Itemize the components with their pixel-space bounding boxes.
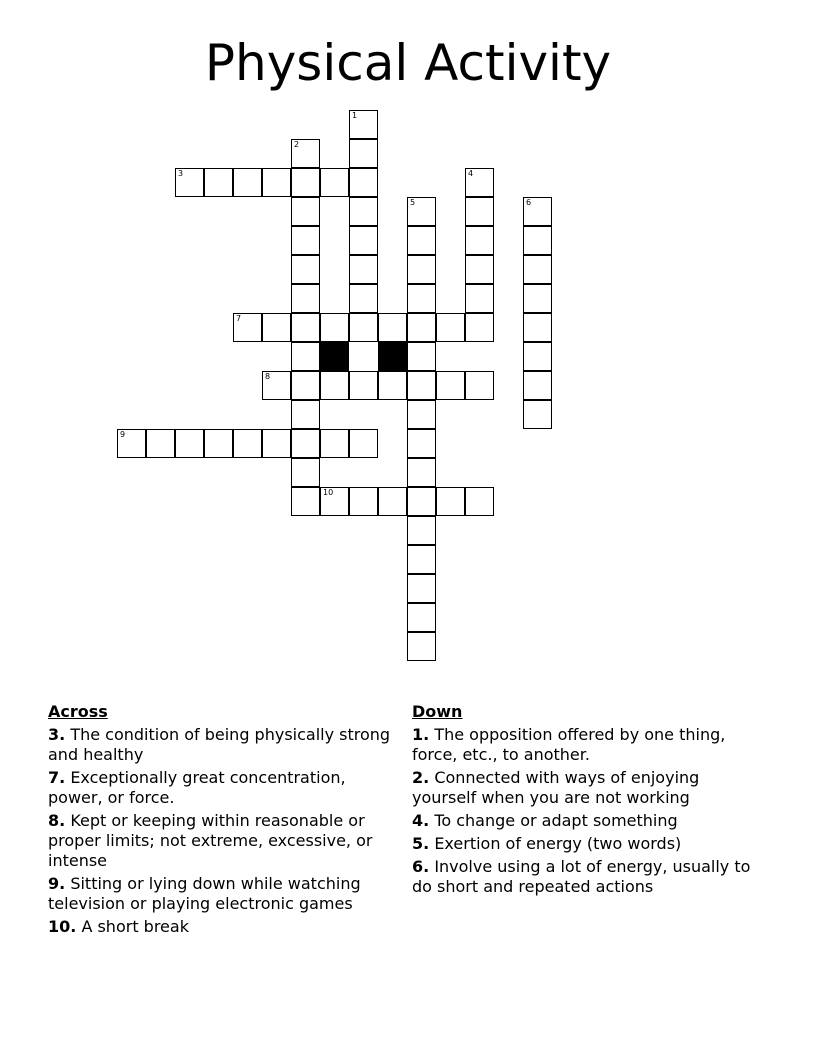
grid-cell[interactable] xyxy=(465,371,494,400)
grid-cell[interactable] xyxy=(291,255,320,284)
clue-number: 7 xyxy=(236,314,242,323)
clue-down-1: 1. The opposition offered by one thing, force, etc., to another. xyxy=(412,725,726,764)
grid-cell[interactable] xyxy=(407,197,436,226)
grid-cell[interactable] xyxy=(378,487,407,516)
grid-cell[interactable] xyxy=(523,313,552,342)
grid-cell[interactable] xyxy=(291,342,320,371)
clue-across-9: 9. Sitting or lying down while watching television or playing electronic games xyxy=(48,874,361,913)
grid-cell[interactable] xyxy=(291,168,320,197)
grid-cell[interactable] xyxy=(291,487,320,516)
grid-cell[interactable] xyxy=(436,371,465,400)
grid-cell[interactable] xyxy=(291,400,320,429)
grid-cell[interactable] xyxy=(291,371,320,400)
grid-cell[interactable] xyxy=(204,429,233,458)
clue-number: 2 xyxy=(294,140,300,149)
grid-cell[interactable] xyxy=(407,487,436,516)
grid-cell[interactable] xyxy=(436,313,465,342)
grid-cell[interactable] xyxy=(175,168,204,197)
clue-down-4: 4. To change or adapt something xyxy=(412,811,678,830)
grid-cell[interactable] xyxy=(523,197,552,226)
grid-cell[interactable] xyxy=(262,371,291,400)
clue-number: 8 xyxy=(265,372,271,381)
grid-cell[interactable] xyxy=(349,284,378,313)
clue-number: 6 xyxy=(526,198,532,207)
grid-cell[interactable] xyxy=(291,226,320,255)
grid-cell[interactable] xyxy=(349,139,378,168)
clue-number: 9 xyxy=(120,430,126,439)
grid-cell[interactable] xyxy=(175,429,204,458)
grid-cell[interactable] xyxy=(465,168,494,197)
grid-cell[interactable] xyxy=(320,429,349,458)
grid-cell[interactable] xyxy=(320,313,349,342)
grid-cell[interactable] xyxy=(465,255,494,284)
grid-cell[interactable] xyxy=(407,632,436,661)
grid-cell[interactable] xyxy=(407,255,436,284)
grid-cell[interactable] xyxy=(407,342,436,371)
down-heading: Down xyxy=(412,702,463,721)
clue-number: 3 xyxy=(178,169,184,178)
grid-cell[interactable] xyxy=(117,429,146,458)
grid-cell[interactable] xyxy=(146,429,175,458)
grid-cell[interactable] xyxy=(291,284,320,313)
grid-cell[interactable] xyxy=(262,168,291,197)
grid-cell[interactable] xyxy=(407,603,436,632)
grid-cell[interactable] xyxy=(349,487,378,516)
clue-number: 10 xyxy=(323,488,334,497)
grid-cell[interactable] xyxy=(378,313,407,342)
grid-cell[interactable] xyxy=(233,429,262,458)
page-title: Physical Activity xyxy=(204,34,612,92)
grid-cell[interactable] xyxy=(233,313,262,342)
grid-cell[interactable] xyxy=(465,487,494,516)
grid-cell[interactable] xyxy=(349,255,378,284)
clue-down-5: 5. Exertion of energy (two words) xyxy=(412,834,682,853)
grid-cell[interactable] xyxy=(291,458,320,487)
grid-cell[interactable] xyxy=(262,429,291,458)
grid-cell[interactable] xyxy=(407,458,436,487)
clue-number: 1 xyxy=(352,111,358,120)
grid-cell[interactable] xyxy=(291,139,320,168)
clue-down-2: 2. Connected with ways of enjoying yourself when you are not working xyxy=(412,768,700,807)
clue-across-8: 8. Kept or keeping within reasonable or proper limits; not extreme, excessive, or intense xyxy=(48,811,373,870)
grid-cell[interactable] xyxy=(523,255,552,284)
grid-cell[interactable] xyxy=(349,429,378,458)
grid-cell[interactable] xyxy=(407,313,436,342)
grid-cell[interactable] xyxy=(349,371,378,400)
grid-cell[interactable] xyxy=(407,371,436,400)
grid-cell[interactable] xyxy=(523,284,552,313)
grid-cell[interactable] xyxy=(320,371,349,400)
clue-number: 4 xyxy=(468,169,474,178)
grid-cell[interactable] xyxy=(291,313,320,342)
grid-cell[interactable] xyxy=(291,429,320,458)
grid-cell[interactable] xyxy=(349,168,378,197)
grid-cell[interactable] xyxy=(523,371,552,400)
grid-cell[interactable] xyxy=(233,168,262,197)
grid-cell[interactable] xyxy=(204,168,233,197)
grid-cell[interactable] xyxy=(523,226,552,255)
grid-cell[interactable] xyxy=(262,313,291,342)
across-clues xyxy=(48,702,393,940)
grid-cell[interactable] xyxy=(378,371,407,400)
grid-cell[interactable] xyxy=(407,545,436,574)
grid-cell[interactable] xyxy=(465,226,494,255)
grid-cell[interactable] xyxy=(407,516,436,545)
grid-cell[interactable] xyxy=(407,226,436,255)
black-cell xyxy=(320,342,349,371)
down-clues xyxy=(412,702,757,900)
grid-cell[interactable] xyxy=(523,400,552,429)
clue-number: 5 xyxy=(410,198,416,207)
clue-across-3: 3. The condition of being physically strong and healthy xyxy=(48,725,391,764)
grid-cell[interactable] xyxy=(407,284,436,313)
black-cell xyxy=(378,342,407,371)
grid-cell[interactable] xyxy=(465,197,494,226)
grid-cell[interactable] xyxy=(320,487,349,516)
grid-cell[interactable] xyxy=(465,313,494,342)
grid-cell[interactable] xyxy=(436,487,465,516)
grid-cell[interactable] xyxy=(465,284,494,313)
grid-cell[interactable] xyxy=(349,313,378,342)
grid-cell[interactable] xyxy=(349,110,378,139)
grid-cell[interactable] xyxy=(349,226,378,255)
grid-cell[interactable] xyxy=(407,400,436,429)
grid-cell[interactable] xyxy=(291,197,320,226)
grid-cell[interactable] xyxy=(349,197,378,226)
grid-cell[interactable] xyxy=(320,168,349,197)
clue-across-7: 7. Exceptionally great concentration, power, or force. xyxy=(48,768,346,807)
clue-across-10: 10. A short break xyxy=(48,917,189,936)
clue-down-6: 6. Involve using a lot of energy, usually to do short and repeated actions xyxy=(412,857,751,896)
grid-cell[interactable] xyxy=(523,342,552,371)
grid-cell[interactable] xyxy=(407,574,436,603)
across-heading: Across xyxy=(48,702,108,721)
grid-cell[interactable] xyxy=(407,429,436,458)
